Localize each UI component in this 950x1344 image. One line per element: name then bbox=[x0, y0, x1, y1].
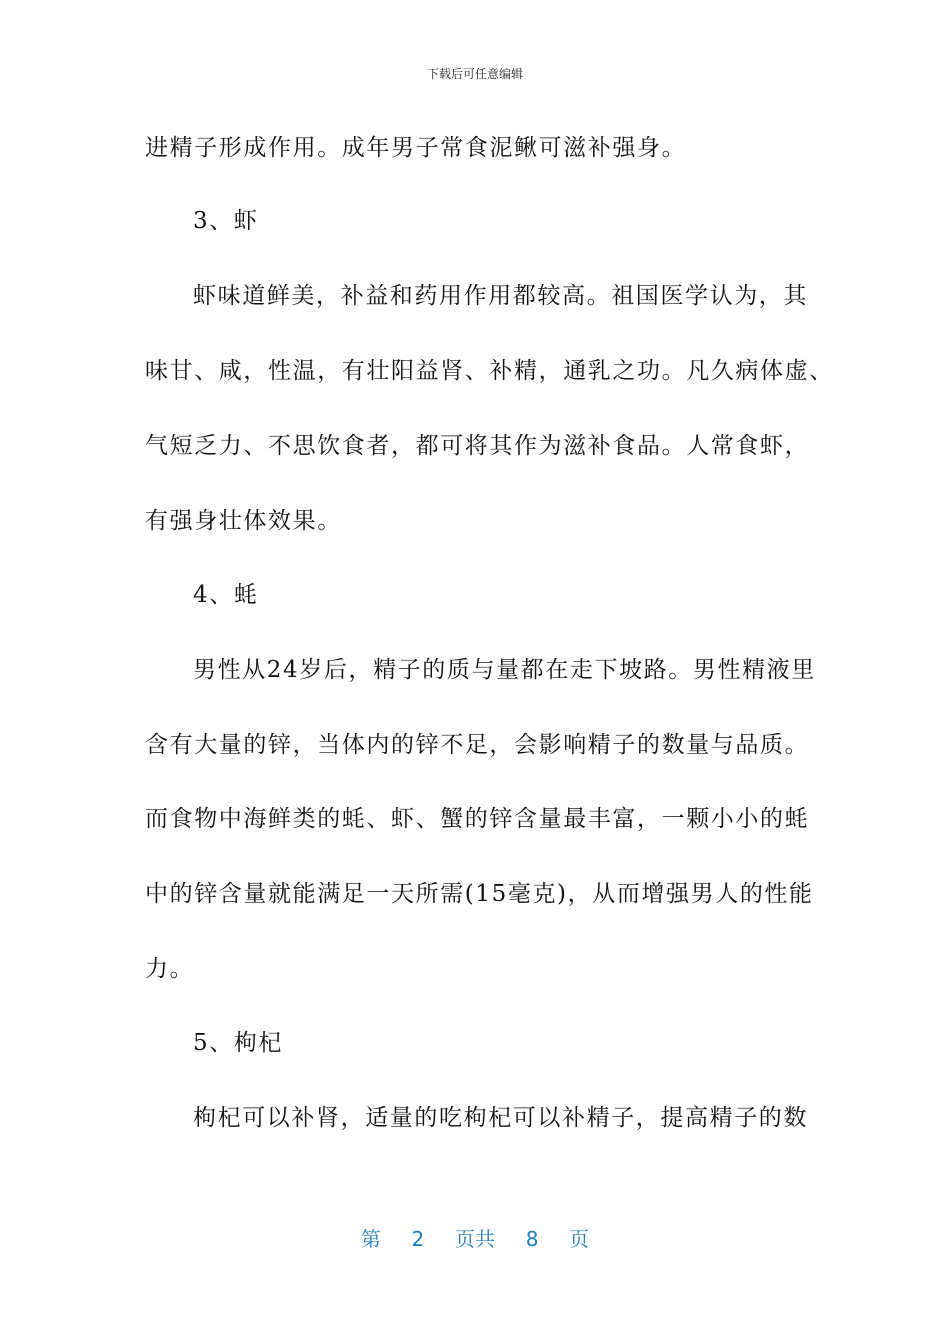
paragraph-line: 含有大量的锌，当体内的锌不足，会影响精子的数量与品质。 bbox=[145, 732, 810, 758]
footer-current-page: 2 bbox=[411, 1227, 425, 1251]
footer-middle: 页共 bbox=[455, 1227, 495, 1251]
paragraph-line: 虾味道鲜美，补益和药用作用都较高。祖国医学认为，其 bbox=[193, 283, 808, 309]
paragraph-line: 中的锌含量就能满足一天所需(15毫克)，从而增强男人的性能 bbox=[145, 881, 814, 907]
paragraph-line: 味甘、咸，性温，有壮阳益肾、补精，通乳之功。凡久病体虚、 bbox=[145, 358, 834, 384]
paragraph-line: 力。 bbox=[145, 956, 195, 982]
section-heading-goji: 5、枸杞 bbox=[193, 1030, 284, 1056]
page-header: 下载后可任意编辑 bbox=[426, 67, 523, 81]
paragraph-line: 男性从24岁后，精子的质与量都在走下坡路。男性精液里 bbox=[193, 657, 816, 683]
paragraph-line: 而食物中海鲜类的蚝、虾、蟹的锌含量最丰富，一颗小小的蚝 bbox=[145, 806, 810, 832]
section-heading-oyster: 4、蚝 bbox=[193, 582, 259, 608]
footer-prefix: 第 bbox=[360, 1227, 381, 1251]
paragraph-line: 枸杞可以补肾，适量的吃枸杞可以补精子，提高精子的数 bbox=[193, 1105, 808, 1131]
paragraph-line: 气短乏力、不思饮食者，都可将其作为滋补食品。人常食虾， bbox=[145, 433, 810, 459]
paragraph-line: 进精子形成作用。成年男子常食泥鳅可滋补强身。 bbox=[145, 135, 687, 161]
page-footer bbox=[0, 1226, 950, 1252]
footer-suffix: 页 bbox=[569, 1227, 590, 1251]
footer-total-pages: 8 bbox=[525, 1227, 539, 1251]
section-heading-shrimp: 3、虾 bbox=[193, 208, 259, 234]
paragraph-line: 有强身壮体效果。 bbox=[145, 508, 342, 534]
